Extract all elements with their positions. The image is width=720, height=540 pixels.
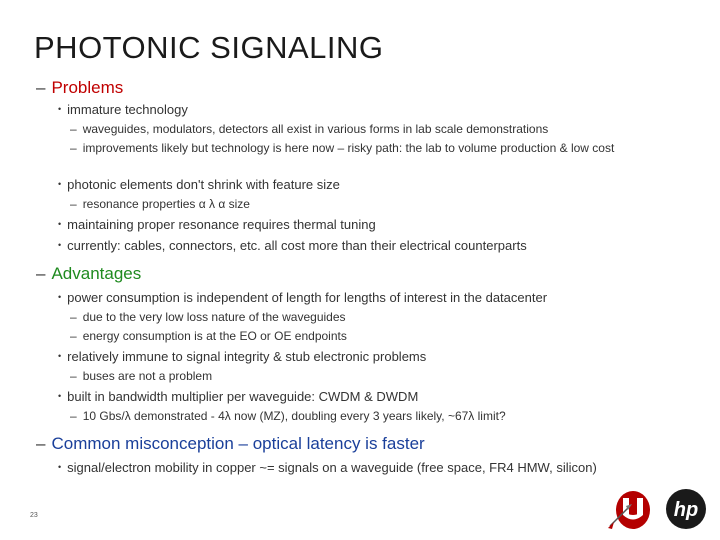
bullet-icon: • [58, 104, 62, 114]
sub-bullet-text: buses are not a problem [82, 369, 213, 383]
bullet-icon: • [58, 351, 62, 361]
bullet-text: maintaining proper resonance requires thermal tuning [67, 217, 376, 232]
sub-bullet-dash: – [70, 197, 77, 211]
bullet-text: photonic elements don't shrink with feature size [67, 177, 340, 192]
heading-dash: – [36, 434, 46, 453]
bullet-item [58, 460, 597, 475]
heading-label: Problems [51, 78, 124, 97]
section-heading-problems [36, 78, 123, 98]
bullet-text: built in bandwidth multiplier per waveguide: CWDM & DWDM [67, 389, 419, 404]
sub-bullet-text: energy consumption is at the EO or OE endpoints [82, 329, 347, 343]
sub-bullet-text: improvements likely but technology is here now – risky path: the lab to volume production & low cost [82, 141, 615, 155]
sub-bullet-dash: – [70, 122, 77, 136]
sub-bullet-dash: – [70, 310, 77, 324]
bullet-text: immature technology [67, 102, 188, 117]
sub-bullet-dash: – [70, 141, 77, 155]
sub-bullet-item [70, 122, 548, 136]
heading-label: Advantages [51, 264, 142, 283]
bullet-text: relatively immune to signal integrity & stub electronic problems [67, 349, 427, 364]
sub-bullet-item [70, 369, 212, 383]
heading-label: Common misconception – optical latency is faster [51, 434, 425, 453]
bullet-item [58, 217, 376, 232]
sub-bullet-dash: – [70, 329, 77, 343]
bullet-icon: • [58, 219, 62, 229]
sub-bullet-item [70, 197, 250, 211]
sub-bullet-dash: – [70, 369, 77, 383]
section-heading-misconception [36, 434, 425, 454]
bullet-icon: • [58, 391, 62, 401]
sub-bullet-item [70, 329, 347, 343]
bullet-icon: • [58, 179, 62, 189]
bullet-item [58, 389, 418, 404]
heading-dash: – [36, 78, 46, 97]
bullet-item [58, 290, 547, 305]
university-of-utah-logo-icon [606, 488, 656, 532]
sub-bullet-item [70, 310, 346, 324]
page-number: 23 [30, 512, 38, 519]
bullet-item [58, 349, 426, 364]
bullet-item [58, 177, 340, 192]
heading-dash: – [36, 264, 46, 283]
bullet-text: currently: cables, connectors, etc. all cost more than their electrical counterparts [67, 238, 527, 253]
sub-bullet-dash: – [70, 409, 77, 423]
bullet-item [58, 102, 188, 117]
hp-logo-icon [665, 488, 707, 530]
section-heading-advantages [36, 264, 141, 284]
sub-bullet-item [70, 141, 692, 155]
sub-bullet-text: 10 Gbs/λ demonstrated - 4λ now (MZ), doubling every 3 years likely, ~67λ limit? [82, 409, 506, 423]
slide-title: PHOTONIC SIGNALING [34, 30, 384, 65]
hp-logo-text: hp [673, 499, 699, 521]
bullet-icon: • [58, 462, 62, 472]
sub-bullet-text: waveguides, modulators, detectors all exist in various forms in lab scale demonstrations [82, 122, 549, 136]
bullet-icon: • [58, 240, 62, 250]
bullet-text: signal/electron mobility in copper ~= signals on a waveguide (free space, FR4 HMW, silicon) [67, 460, 597, 475]
sub-bullet-text: due to the very low loss nature of the waveguides [82, 310, 346, 324]
bullet-icon: • [58, 292, 62, 302]
bullet-text: power consumption is independent of length for lengths of interest in the datacenter [67, 290, 548, 305]
sub-bullet-item [70, 409, 506, 423]
sub-bullet-text: resonance properties α λ α size [82, 197, 250, 211]
bullet-item [58, 238, 527, 253]
